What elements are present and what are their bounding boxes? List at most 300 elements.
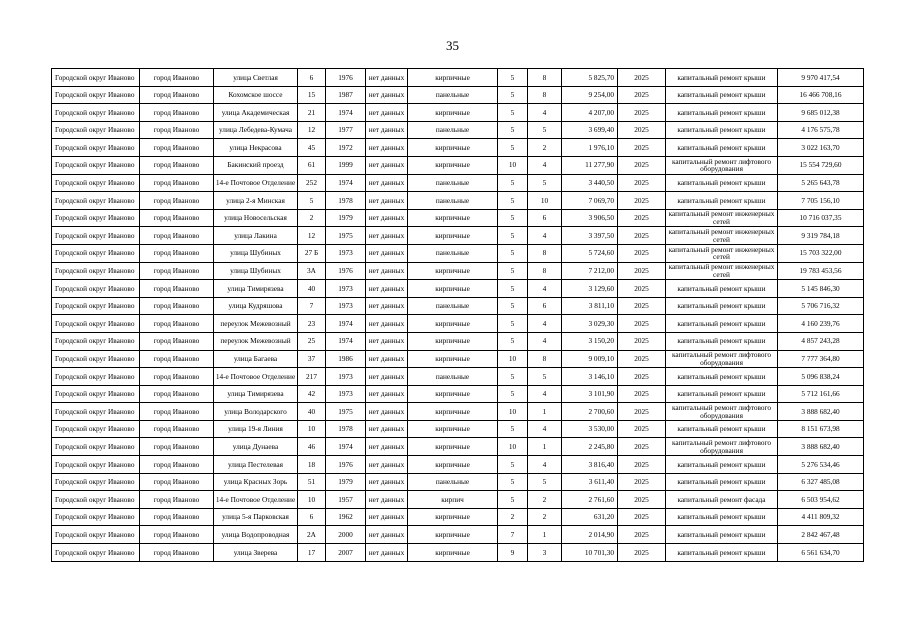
repair-type-cell: капитальный ремонт крыши [666, 456, 778, 474]
repair-year-cell: 2025 [618, 104, 666, 122]
street-cell: улица Шубиных [214, 262, 298, 280]
floors-cell: 5 [498, 420, 528, 438]
year-commissioned-cell: нет данных [366, 438, 408, 456]
area-cell: 2 761,60 [562, 491, 618, 509]
settlement-cell: город Иваново [140, 174, 214, 192]
repair-type-cell: капитальный ремонт крыши [666, 121, 778, 139]
settlement-cell: город Иваново [140, 350, 214, 368]
area-cell: 1 976,10 [562, 139, 618, 157]
street-cell: переулок Межевозный [214, 315, 298, 333]
house-number-cell: 12 [298, 227, 326, 245]
year-commissioned-cell: нет данных [366, 508, 408, 526]
street-cell: улица 19-я Линия [214, 420, 298, 438]
year-commissioned-cell: нет данных [366, 262, 408, 280]
street-cell: улица Академическая [214, 104, 298, 122]
street-cell: улица 2-я Минская [214, 192, 298, 210]
entrances-cell: 8 [528, 244, 562, 262]
wall-material-cell: кирпичные [408, 209, 498, 227]
wall-material-cell: кирпичные [408, 262, 498, 280]
year-built-cell: 1987 [326, 86, 366, 104]
floors-cell: 5 [498, 473, 528, 491]
year-built-cell: 1962 [326, 508, 366, 526]
municipality-cell: Городской округ Иваново [52, 262, 140, 280]
street-cell: улица Тимирязева [214, 385, 298, 403]
year-built-cell: 1979 [326, 473, 366, 491]
table-row [52, 227, 864, 245]
house-number-cell: 6 [298, 69, 326, 87]
settlement-cell: город Иваново [140, 473, 214, 491]
repair-year-cell: 2025 [618, 526, 666, 544]
repair-type-cell: капитальный ремонт крыши [666, 280, 778, 298]
cost-cell: 9 970 417,54 [778, 69, 864, 87]
settlement-cell: город Иваново [140, 332, 214, 350]
table-row [52, 368, 864, 386]
year-commissioned-cell: нет данных [366, 69, 408, 87]
year-commissioned-cell: нет данных [366, 332, 408, 350]
settlement-cell: город Иваново [140, 156, 214, 174]
cost-cell: 4 857 243,28 [778, 332, 864, 350]
floors-cell: 10 [498, 156, 528, 174]
cost-cell: 5 276 534,46 [778, 456, 864, 474]
year-commissioned-cell: нет данных [366, 86, 408, 104]
street-cell: улица Багаева [214, 350, 298, 368]
area-cell: 3 816,40 [562, 456, 618, 474]
repair-type-cell: капитальный ремонт крыши [666, 86, 778, 104]
year-commissioned-cell: нет данных [366, 139, 408, 157]
municipality-cell: Городской округ Иваново [52, 368, 140, 386]
floors-cell: 5 [498, 368, 528, 386]
settlement-cell: город Иваново [140, 526, 214, 544]
year-built-cell: 1979 [326, 209, 366, 227]
year-built-cell: 2007 [326, 544, 366, 562]
year-built-cell: 1978 [326, 192, 366, 210]
entrances-cell: 4 [528, 385, 562, 403]
area-cell: 5 825,70 [562, 69, 618, 87]
area-cell: 3 129,60 [562, 280, 618, 298]
area-cell: 2 245,80 [562, 438, 618, 456]
area-cell: 3 146,10 [562, 368, 618, 386]
house-number-cell: 2 [298, 209, 326, 227]
year-built-cell: 1986 [326, 350, 366, 368]
street-cell: переулок Межевозный [214, 332, 298, 350]
floors-cell: 5 [498, 139, 528, 157]
house-number-cell: 17 [298, 544, 326, 562]
repair-type-cell: капитальный ремонт крыши [666, 69, 778, 87]
cost-cell: 16 466 708,16 [778, 86, 864, 104]
municipality-cell: Городской округ Иваново [52, 174, 140, 192]
municipality-cell: Городской округ Иваново [52, 297, 140, 315]
settlement-cell: город Иваново [140, 209, 214, 227]
settlement-cell: город Иваново [140, 385, 214, 403]
entrances-cell: 2 [528, 491, 562, 509]
entrances-cell: 5 [528, 473, 562, 491]
settlement-cell: город Иваново [140, 544, 214, 562]
year-commissioned-cell: нет данных [366, 456, 408, 474]
floors-cell: 5 [498, 104, 528, 122]
wall-material-cell: кирпичные [408, 456, 498, 474]
year-built-cell: 1974 [326, 332, 366, 350]
house-number-cell: 27 Б [298, 244, 326, 262]
house-number-cell: 61 [298, 156, 326, 174]
municipality-cell: Городской округ Иваново [52, 473, 140, 491]
repair-type-cell: капитальный ремонт лифтового оборудования [666, 403, 778, 421]
entrances-cell: 3 [528, 544, 562, 562]
entrances-cell: 6 [528, 297, 562, 315]
repair-year-cell: 2025 [618, 156, 666, 174]
table-row [52, 526, 864, 544]
area-cell: 631,20 [562, 508, 618, 526]
wall-material-cell: панельные [408, 473, 498, 491]
repair-type-cell: капитальный ремонт крыши [666, 139, 778, 157]
street-cell: улица Светлая [214, 69, 298, 87]
municipality-cell: Городской округ Иваново [52, 69, 140, 87]
repair-type-cell: капитальный ремонт крыши [666, 368, 778, 386]
wall-material-cell: панельные [408, 368, 498, 386]
cost-cell: 15 703 322,00 [778, 244, 864, 262]
year-commissioned-cell: нет данных [366, 297, 408, 315]
area-cell: 3 906,50 [562, 209, 618, 227]
floors-cell: 5 [498, 227, 528, 245]
table-row [52, 508, 864, 526]
municipality-cell: Городской округ Иваново [52, 121, 140, 139]
street-cell: 14-е Почтовое Отделение [214, 491, 298, 509]
repair-type-cell: капитальный ремонт крыши [666, 104, 778, 122]
floors-cell: 5 [498, 244, 528, 262]
year-built-cell: 1976 [326, 262, 366, 280]
house-number-cell: 217 [298, 368, 326, 386]
year-built-cell: 1977 [326, 121, 366, 139]
entrances-cell: 2 [528, 139, 562, 157]
wall-material-cell: кирпичные [408, 508, 498, 526]
house-number-cell: 10 [298, 491, 326, 509]
house-number-cell: 45 [298, 139, 326, 157]
house-number-cell: 2А [298, 526, 326, 544]
year-commissioned-cell: нет данных [366, 280, 408, 298]
repair-year-cell: 2025 [618, 139, 666, 157]
repair-year-cell: 2025 [618, 227, 666, 245]
street-cell: Бакинский проезд [214, 156, 298, 174]
floors-cell: 5 [498, 262, 528, 280]
repair-year-cell: 2025 [618, 262, 666, 280]
repair-type-cell: капитальный ремонт инженерных сетей [666, 209, 778, 227]
settlement-cell: город Иваново [140, 104, 214, 122]
entrances-cell: 4 [528, 315, 562, 333]
settlement-cell: город Иваново [140, 403, 214, 421]
settlement-cell: город Иваново [140, 368, 214, 386]
wall-material-cell: кирпичные [408, 315, 498, 333]
house-number-cell: 25 [298, 332, 326, 350]
repair-year-cell: 2025 [618, 438, 666, 456]
year-commissioned-cell: нет данных [366, 491, 408, 509]
repair-year-cell: 2025 [618, 403, 666, 421]
cost-cell: 10 716 037,35 [778, 209, 864, 227]
year-commissioned-cell: нет данных [366, 350, 408, 368]
house-number-cell: 40 [298, 403, 326, 421]
repair-type-cell: капитальный ремонт крыши [666, 508, 778, 526]
table-row [52, 350, 864, 368]
settlement-cell: город Иваново [140, 491, 214, 509]
repair-year-cell: 2025 [618, 121, 666, 139]
street-cell: улица Володарского [214, 403, 298, 421]
wall-material-cell: панельные [408, 244, 498, 262]
municipality-cell: Городской округ Иваново [52, 156, 140, 174]
repair-year-cell: 2025 [618, 491, 666, 509]
area-cell: 9 254,00 [562, 86, 618, 104]
cost-cell: 4 411 809,32 [778, 508, 864, 526]
street-cell: улица Лебедева-Кумача [214, 121, 298, 139]
year-built-cell: 1999 [326, 156, 366, 174]
cost-cell: 5 145 846,30 [778, 280, 864, 298]
year-built-cell: 1974 [326, 438, 366, 456]
entrances-cell: 1 [528, 403, 562, 421]
year-commissioned-cell: нет данных [366, 156, 408, 174]
entrances-cell: 4 [528, 104, 562, 122]
municipality-cell: Городской округ Иваново [52, 86, 140, 104]
entrances-cell: 4 [528, 156, 562, 174]
repair-type-cell: капитальный ремонт инженерных сетей [666, 262, 778, 280]
repair-year-cell: 2025 [618, 508, 666, 526]
table-row [52, 104, 864, 122]
municipality-cell: Городской округ Иваново [52, 192, 140, 210]
wall-material-cell: кирпич [408, 491, 498, 509]
repair-type-cell: капитальный ремонт крыши [666, 420, 778, 438]
table-row [52, 121, 864, 139]
municipality-cell: Городской округ Иваново [52, 385, 140, 403]
municipality-cell: Городской округ Иваново [52, 139, 140, 157]
cost-cell: 9 319 784,18 [778, 227, 864, 245]
year-commissioned-cell: нет данных [366, 420, 408, 438]
house-number-cell: 21 [298, 104, 326, 122]
area-cell: 4 207,00 [562, 104, 618, 122]
entrances-cell: 8 [528, 262, 562, 280]
cost-cell: 9 685 012,38 [778, 104, 864, 122]
repair-type-cell: капитальный ремонт крыши [666, 174, 778, 192]
area-cell: 3 530,00 [562, 420, 618, 438]
floors-cell: 10 [498, 438, 528, 456]
table-row [52, 491, 864, 509]
house-number-cell: 3А [298, 262, 326, 280]
settlement-cell: город Иваново [140, 262, 214, 280]
area-cell: 3 150,20 [562, 332, 618, 350]
street-cell: улица Красных Зорь [214, 473, 298, 491]
table-row [52, 174, 864, 192]
wall-material-cell: кирпичные [408, 227, 498, 245]
table-row [52, 385, 864, 403]
municipality-cell: Городской округ Иваново [52, 315, 140, 333]
municipality-cell: Городской округ Иваново [52, 438, 140, 456]
settlement-cell: город Иваново [140, 121, 214, 139]
table-row [52, 244, 864, 262]
street-cell: улица Пестелевая [214, 456, 298, 474]
repair-type-cell: капитальный ремонт инженерных сетей [666, 227, 778, 245]
year-commissioned-cell: нет данных [366, 244, 408, 262]
entrances-cell: 8 [528, 69, 562, 87]
entrances-cell: 5 [528, 121, 562, 139]
wall-material-cell: кирпичные [408, 385, 498, 403]
cost-cell: 5 096 838,24 [778, 368, 864, 386]
municipality-cell: Городской округ Иваново [52, 403, 140, 421]
area-cell: 9 009,10 [562, 350, 618, 368]
table-row [52, 456, 864, 474]
floors-cell: 9 [498, 544, 528, 562]
municipality-cell: Городской округ Иваново [52, 104, 140, 122]
entrances-cell: 4 [528, 332, 562, 350]
street-cell: 14-е Почтовое Отделение [214, 174, 298, 192]
year-commissioned-cell: нет данных [366, 227, 408, 245]
floors-cell: 5 [498, 491, 528, 509]
year-commissioned-cell: нет данных [366, 544, 408, 562]
area-cell: 11 277,90 [562, 156, 618, 174]
municipality-cell: Городской округ Иваново [52, 526, 140, 544]
cost-cell: 6 561 634,70 [778, 544, 864, 562]
cost-cell: 3 888 682,40 [778, 438, 864, 456]
settlement-cell: город Иваново [140, 438, 214, 456]
floors-cell: 5 [498, 332, 528, 350]
entrances-cell: 5 [528, 368, 562, 386]
house-number-cell: 12 [298, 121, 326, 139]
area-cell: 3 029,30 [562, 315, 618, 333]
year-built-cell: 1974 [326, 104, 366, 122]
year-commissioned-cell: нет данных [366, 209, 408, 227]
housing-repair-table [51, 68, 864, 562]
wall-material-cell: кирпичные [408, 420, 498, 438]
repair-type-cell: капитальный ремонт фасада [666, 491, 778, 509]
repair-year-cell: 2025 [618, 280, 666, 298]
year-built-cell: 1973 [326, 368, 366, 386]
repair-type-cell: капитальный ремонт лифтового оборудования [666, 350, 778, 368]
cost-cell: 7 705 156,10 [778, 192, 864, 210]
house-number-cell: 37 [298, 350, 326, 368]
cost-cell: 5 706 716,32 [778, 297, 864, 315]
area-cell: 5 724,60 [562, 244, 618, 262]
cost-cell: 5 712 161,66 [778, 385, 864, 403]
floors-cell: 7 [498, 526, 528, 544]
settlement-cell: город Иваново [140, 227, 214, 245]
wall-material-cell: панельные [408, 86, 498, 104]
wall-material-cell: панельные [408, 192, 498, 210]
repair-year-cell: 2025 [618, 368, 666, 386]
house-number-cell: 5 [298, 192, 326, 210]
wall-material-cell: кирпичные [408, 438, 498, 456]
house-number-cell: 252 [298, 174, 326, 192]
street-cell: улица 5-я Парковская [214, 508, 298, 526]
settlement-cell: город Иваново [140, 420, 214, 438]
settlement-cell: город Иваново [140, 192, 214, 210]
repair-year-cell: 2025 [618, 209, 666, 227]
table-row [52, 332, 864, 350]
floors-cell: 5 [498, 209, 528, 227]
repair-year-cell: 2025 [618, 174, 666, 192]
municipality-cell: Городской округ Иваново [52, 350, 140, 368]
floors-cell: 5 [498, 280, 528, 298]
cost-cell: 15 554 729,60 [778, 156, 864, 174]
wall-material-cell: кирпичные [408, 526, 498, 544]
year-built-cell: 1978 [326, 420, 366, 438]
repair-type-cell: капитальный ремонт крыши [666, 297, 778, 315]
municipality-cell: Городской округ Иваново [52, 332, 140, 350]
wall-material-cell: кирпичные [408, 403, 498, 421]
entrances-cell: 4 [528, 280, 562, 298]
page-number: 35 [446, 38, 459, 53]
wall-material-cell: панельные [408, 121, 498, 139]
table-row [52, 209, 864, 227]
floors-cell: 5 [498, 86, 528, 104]
municipality-cell: Городской округ Иваново [52, 227, 140, 245]
area-cell: 10 701,30 [562, 544, 618, 562]
floors-cell: 5 [498, 174, 528, 192]
wall-material-cell: кирпичные [408, 544, 498, 562]
settlement-cell: город Иваново [140, 244, 214, 262]
table-row [52, 86, 864, 104]
entrances-cell: 1 [528, 526, 562, 544]
cost-cell: 8 151 673,98 [778, 420, 864, 438]
table-row [52, 403, 864, 421]
street-cell: улица Водопроводная [214, 526, 298, 544]
street-cell: улица Дунаева [214, 438, 298, 456]
year-built-cell: 1976 [326, 456, 366, 474]
cost-cell: 4 176 575,78 [778, 121, 864, 139]
area-cell: 2 014,90 [562, 526, 618, 544]
table-row [52, 315, 864, 333]
municipality-cell: Городской округ Иваново [52, 456, 140, 474]
cost-cell: 5 265 643,78 [778, 174, 864, 192]
floors-cell: 5 [498, 456, 528, 474]
house-number-cell: 15 [298, 86, 326, 104]
wall-material-cell: панельные [408, 174, 498, 192]
municipality-cell: Городской округ Иваново [52, 420, 140, 438]
floors-cell: 5 [498, 297, 528, 315]
year-built-cell: 1974 [326, 315, 366, 333]
wall-material-cell: кирпичные [408, 350, 498, 368]
table-row [52, 262, 864, 280]
repair-year-cell: 2025 [618, 350, 666, 368]
floors-cell: 2 [498, 508, 528, 526]
table-row [52, 69, 864, 87]
entrances-cell: 4 [528, 420, 562, 438]
area-cell: 3 397,50 [562, 227, 618, 245]
repair-type-cell: капитальный ремонт крыши [666, 315, 778, 333]
year-commissioned-cell: нет данных [366, 473, 408, 491]
repair-year-cell: 2025 [618, 385, 666, 403]
house-number-cell: 18 [298, 456, 326, 474]
table-row [52, 280, 864, 298]
street-cell: улица Тимирязева [214, 280, 298, 298]
table-row [52, 156, 864, 174]
wall-material-cell: кирпичные [408, 139, 498, 157]
municipality-cell: Городской округ Иваново [52, 244, 140, 262]
year-built-cell: 1972 [326, 139, 366, 157]
cost-cell: 7 777 364,80 [778, 350, 864, 368]
year-built-cell: 1976 [326, 69, 366, 87]
cost-cell: 2 842 467,48 [778, 526, 864, 544]
repair-type-cell: капитальный ремонт крыши [666, 544, 778, 562]
cost-cell: 6 503 954,62 [778, 491, 864, 509]
year-built-cell: 1957 [326, 491, 366, 509]
repair-year-cell: 2025 [618, 456, 666, 474]
entrances-cell: 6 [528, 209, 562, 227]
house-number-cell: 51 [298, 473, 326, 491]
entrances-cell: 2 [528, 508, 562, 526]
cost-cell: 4 160 239,76 [778, 315, 864, 333]
year-commissioned-cell: нет данных [366, 315, 408, 333]
entrances-cell: 4 [528, 456, 562, 474]
entrances-cell: 5 [528, 174, 562, 192]
street-cell: 14-е Почтовое Отделение [214, 368, 298, 386]
settlement-cell: город Иваново [140, 315, 214, 333]
house-number-cell: 10 [298, 420, 326, 438]
area-cell: 3 611,40 [562, 473, 618, 491]
year-commissioned-cell: нет данных [366, 526, 408, 544]
